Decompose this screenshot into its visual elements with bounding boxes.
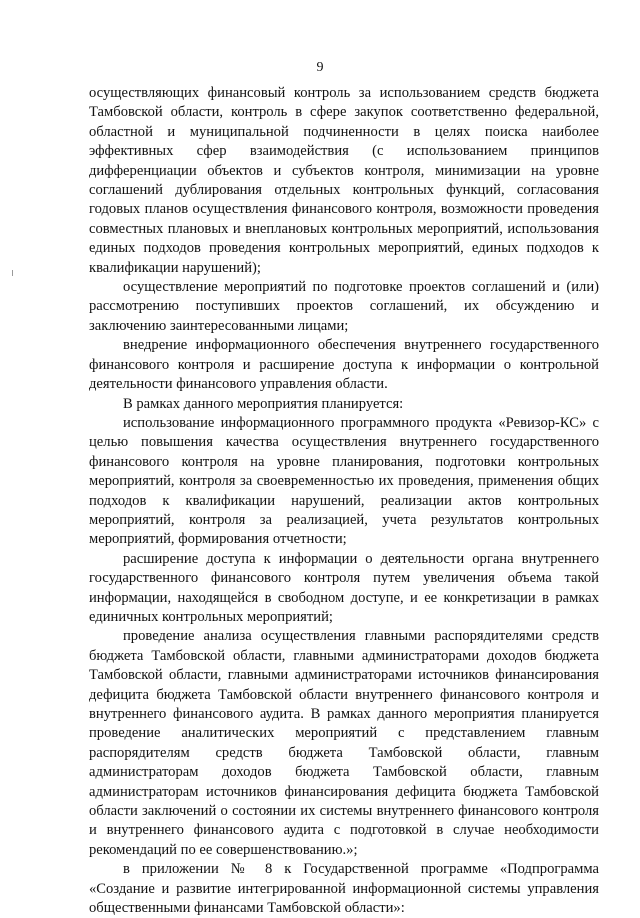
page-number: 9	[316, 60, 324, 75]
paragraph-revizor-ks: использование информационного программного продукта «Ревизор-КС» с целью повышения качества осуществления внутреннего государственного финансового контроля на уровне планирования, подготовки контрольных мероприятий, контроля за своевременностью их проведения, применения общих подходов к квалификации нарушений, реализации актов контрольных мероприятий, контроля за реализацией, учета результатов контрольных мероприятий, формирования отчетности;	[89, 414, 599, 548]
document-body	[89, 84, 599, 918]
paragraph-agreements-preparation: осуществление мероприятий по подготовке проектов соглашений и (или) рассмотрению поступивших проектов соглашений, их обсуждению и заключению заинтересованными лицами;	[89, 279, 599, 334]
paragraph-continuation: осуществляющих финансовый контроль за использованием средств бюджета Тамбовской области, контроль в сфере закупок соответственно федеральной, областной и муниципальной подчиненности в целях поиска наиболее эффективных сфер взаимодействия (с использованием принципов дифференциации объектов и субъектов контроля, минимизации на уровне соглашений дублирования отдельных контрольных функций, согласования годовых планов осуществления финансового контроля, возможности проведения совместных плановых и внеплановых контрольных мероприятий, использования единых подходов проведения контрольных мероприятий, единых подходов к квалификации нарушений);	[89, 85, 599, 276]
margin-mark	[12, 270, 13, 276]
paragraph-analysis: проведение анализа осуществления главными распорядителями средств бюджета Тамбовской области, главными администраторами доходов бюджета Тамбовской области, главными администраторами источников финансирования дефицита бюджета Тамбовской области внутреннего финансового контроля и внутреннего финансового аудита. В рамках данного мероприятия планируется проведение аналитических мероприятий с представлением главным распорядителям средств бюджета Тамбовской области, главным администраторам доходов бюджета Тамбовской области, главным администраторам источников финансирования дефицита бюджета Тамбовской области заключений о состоянии их системы внутреннего финансового контроля и внутреннего финансового аудита с подготовкой в случае необходимости рекомендаций по ее совершенствованию.»;	[89, 628, 599, 858]
paragraph-information-support: внедрение информационного обеспечения внутреннего государственного финансового контроля и расширение доступа к информации о контрольной деятельности финансового управления области.	[89, 337, 599, 393]
paragraph-planned-intro: В рамках данного мероприятия планируется:	[123, 395, 404, 412]
paragraph-access-expansion: расширение доступа к информации о деятельности органа внутреннего государственного финансового контроля путем увеличения объема такой информации, находящейся в свободном доступе, и ее конкретизации в рамках единичных контрольных мероприятий;	[89, 550, 599, 625]
paragraph-appendix-8: в приложении № 8 к Государственной программе «Подпрограмма «Создание и развитие интегрированной информационной системы управления общественными финансами Тамбовской области»:	[89, 861, 599, 917]
